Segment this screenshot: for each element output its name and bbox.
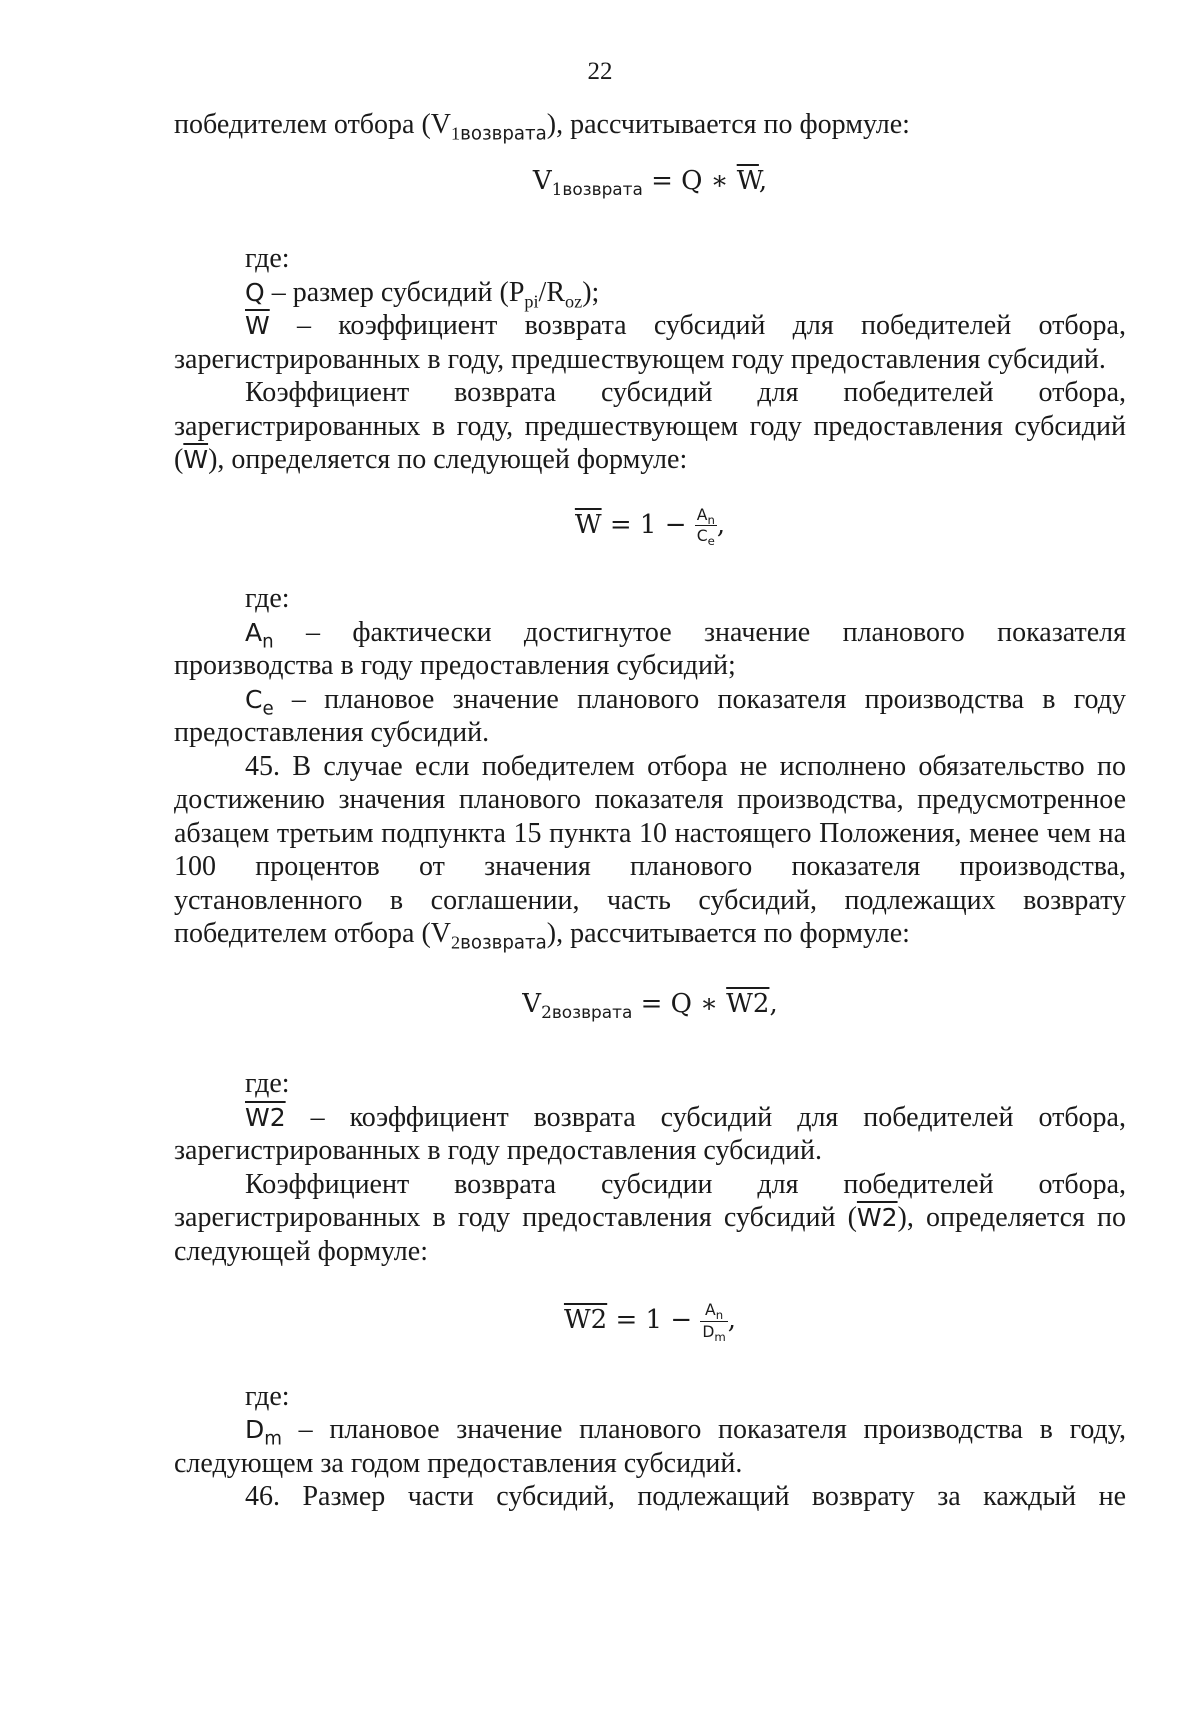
subscript: 1	[551, 178, 563, 199]
text: D	[702, 1322, 715, 1341]
subscript: возврата	[460, 123, 547, 145]
formula-symbol: A	[245, 617, 263, 647]
where-label: где:	[245, 583, 290, 615]
definition-w	[174, 309, 1126, 376]
text: победителем отбора (V	[174, 109, 452, 140]
subscript: oz	[565, 290, 583, 311]
subscript: e	[262, 698, 274, 720]
definition-an	[174, 616, 1126, 683]
subscript: e	[707, 533, 715, 548]
formula-v1	[174, 165, 1126, 199]
text: – коэффициент возврата субсидий для победителей отбора, зарегистрированных в году предоставления субсидий.	[174, 1101, 1126, 1167]
formula-symbol: $\overline{W}$	[245, 311, 270, 340]
formula-punct: ,	[716, 509, 726, 540]
definition-dm	[174, 1413, 1126, 1480]
subscript: возврата	[460, 932, 547, 954]
text: A	[705, 1301, 716, 1320]
text: ), рассчитывается по формуле:	[546, 109, 910, 140]
formula-v2	[174, 988, 1126, 1022]
text: – плановое значение планового показателя производства в году, следующем за годом предоставления субсидий.	[174, 1414, 1126, 1479]
numerator	[695, 507, 717, 526]
subscript: m	[264, 1428, 282, 1450]
paragraph-intro	[174, 108, 1126, 145]
where-label: где:	[245, 1380, 290, 1412]
subscript: возврата	[551, 1001, 633, 1022]
text: 45. В случае если победителем отбора не исполнено обязательство по достижению значения планового показателя производства, предусмотренное абзацем третьим подпункта 15 пункта 10 настоящего Положения, менее чем на 100 процентов от значения планового показателя производства, установленного в соглашении, часть субсидий, подлежащих возврату победителем отбора (V	[174, 750, 1126, 950]
text: – фактически достигнутое значение планового показателя производства в году предоставления субсидий;	[174, 616, 1126, 682]
text: C	[696, 526, 708, 545]
paragraph-w2-coefficient	[174, 1168, 1126, 1269]
subscript: 2	[541, 1001, 552, 1022]
numerator	[700, 1302, 727, 1321]
formula-symbol: V	[532, 165, 552, 196]
formula-punct: ,	[727, 1305, 737, 1336]
subscript: возврата	[562, 178, 643, 199]
subscript: m	[714, 1329, 726, 1344]
text: A	[696, 505, 708, 524]
fraction	[700, 1301, 727, 1344]
definition-w2	[174, 1101, 1126, 1168]
fraction	[695, 505, 717, 548]
formula-w2	[174, 1301, 1126, 1344]
subscript: 2	[451, 932, 461, 953]
text: – коэффициент возврата субсидий для победителей отбора, зарегистрированных в году, предшествующем году предоставления субсидий.	[174, 310, 1126, 375]
subscript: n	[707, 512, 715, 527]
where-label: где:	[245, 1068, 290, 1100]
definition-ce	[174, 683, 1126, 750]
formula-operator: = Q ∗	[632, 988, 727, 1019]
text: – плановое значение планового показателя производства в году предоставления субсидий.	[174, 683, 1126, 749]
formula-punct: ,	[758, 165, 768, 196]
subscript: n	[715, 1308, 724, 1323]
formula-symbol: V	[522, 988, 542, 1019]
formula-symbol: $\overline{W}$	[183, 445, 209, 474]
formula-symbol: Q	[245, 277, 265, 307]
subscript: n	[262, 631, 274, 653]
formula-symbol: W2	[856, 1203, 898, 1233]
definition-q	[174, 276, 1126, 310]
text: );	[582, 276, 600, 308]
formula-w	[174, 505, 1126, 548]
text: ), рассчитывается по формуле:	[546, 918, 910, 950]
formula-symbol: D	[245, 1415, 265, 1445]
formula-symbol: C	[245, 684, 263, 714]
denominator	[700, 1322, 727, 1344]
formula-operator: = 1 −	[607, 1305, 701, 1336]
subscript: 1	[451, 123, 461, 144]
where-label: где:	[245, 243, 290, 274]
text: Коэффициент возврата субсидий для победителей отбора, зарегистрированных в году, предшествующем году предоставления субсидий (	[174, 377, 1126, 475]
document-body	[174, 108, 1126, 1514]
paragraph-w-coefficient	[174, 376, 1126, 477]
formula-symbol: W2	[563, 1305, 608, 1336]
paragraph-45	[174, 750, 1126, 954]
denominator	[695, 526, 717, 548]
formula-operator: = Q ∗	[642, 165, 737, 196]
formula-symbol: $\overline{W}$	[736, 165, 759, 196]
formula-punct: ,	[769, 988, 778, 1019]
text: ), определяется по следующей формуле:	[174, 1202, 1126, 1267]
formula-symbol: $\overline{W}$	[574, 509, 602, 540]
paragraph-46: 46. Размер части субсидий, подлежащий возврату за каждый не	[245, 1481, 1126, 1513]
text: /R	[538, 276, 566, 308]
formula-operator: = 1 −	[601, 509, 695, 540]
text: – размер субсидий (P	[264, 276, 525, 308]
text: Коэффициент возврата субсидии для победителей отбора, зарегистрированных в году предоставления субсидий (	[174, 1168, 1126, 1234]
page-number: 22	[587, 58, 613, 85]
text: ), определяется по следующей формуле:	[208, 444, 688, 475]
subscript: pi	[524, 290, 539, 311]
formula-symbol: W2	[245, 1102, 286, 1132]
formula-symbol: W2	[726, 988, 770, 1019]
